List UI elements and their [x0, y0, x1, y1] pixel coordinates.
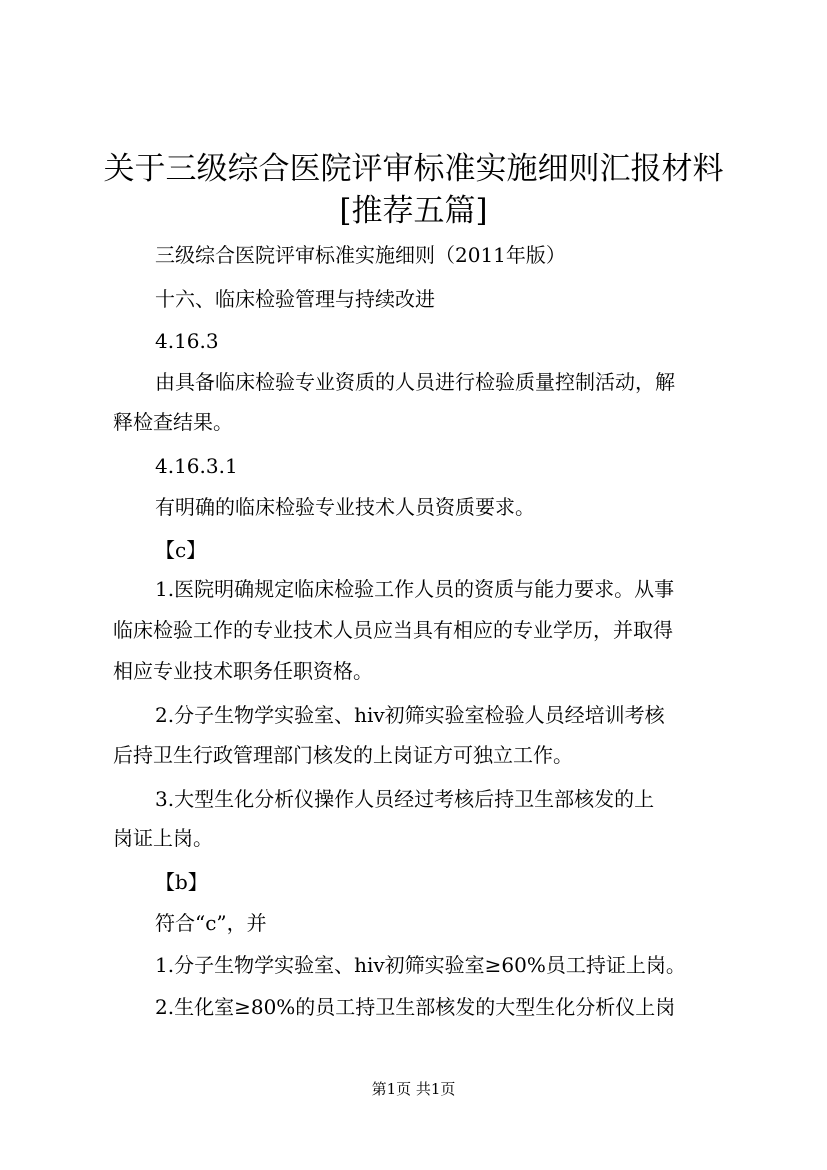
body-line: 临床检验工作的专业技术人员应当具有相应的专业学历，并取得	[113, 618, 673, 642]
page-footer: 第1页 共1页	[371, 1080, 456, 1098]
body-line: 有明确的临床检验专业技术人员资质要求。	[155, 495, 535, 519]
body-line: 符合“c”，并	[155, 911, 267, 935]
document-title-line-2: [推荐五篇]	[339, 193, 488, 229]
body-line: 【c】	[155, 538, 207, 562]
body-line: 后持卫生行政管理部门核发的上岗证方可独立工作。	[113, 743, 573, 767]
body-line: 【b】	[155, 870, 208, 894]
body-line: 3.大型生化分析仪操作人员经过考核后持卫生部核发的上	[155, 787, 655, 811]
body-line: 相应专业技术职务任职资格。	[113, 659, 373, 683]
body-line: 十六、临床检验管理与持续改进	[155, 287, 435, 311]
body-line: 4.16.3	[155, 329, 219, 353]
body-line: 1.医院明确规定临床检验工作人员的资质与能力要求。从事	[155, 577, 675, 601]
body-line: 2.生化室≥80%的员工持卫生部核发的大型生化分析仪上岗	[155, 995, 676, 1019]
body-line: 2.分子生物学实验室、hiv初筛实验室检验人员经培训考核	[155, 703, 665, 727]
body-line: 由具备临床检验专业资质的人员进行检验质量控制活动，解	[155, 370, 675, 394]
body-line: 岗证上岗。	[113, 826, 213, 850]
body-line: 1.分子生物学实验室、hiv初筛实验室≥60%员工持证上岗。	[155, 953, 686, 977]
body-line: 4.16.3.1	[155, 454, 238, 478]
body-line: 释检查结果。	[113, 410, 233, 434]
body-line: 三级综合医院评审标准实施细则（2011年版）	[155, 243, 566, 267]
document-title-line-1: 关于三级综合医院评审标准实施细则汇报材料	[103, 151, 724, 187]
